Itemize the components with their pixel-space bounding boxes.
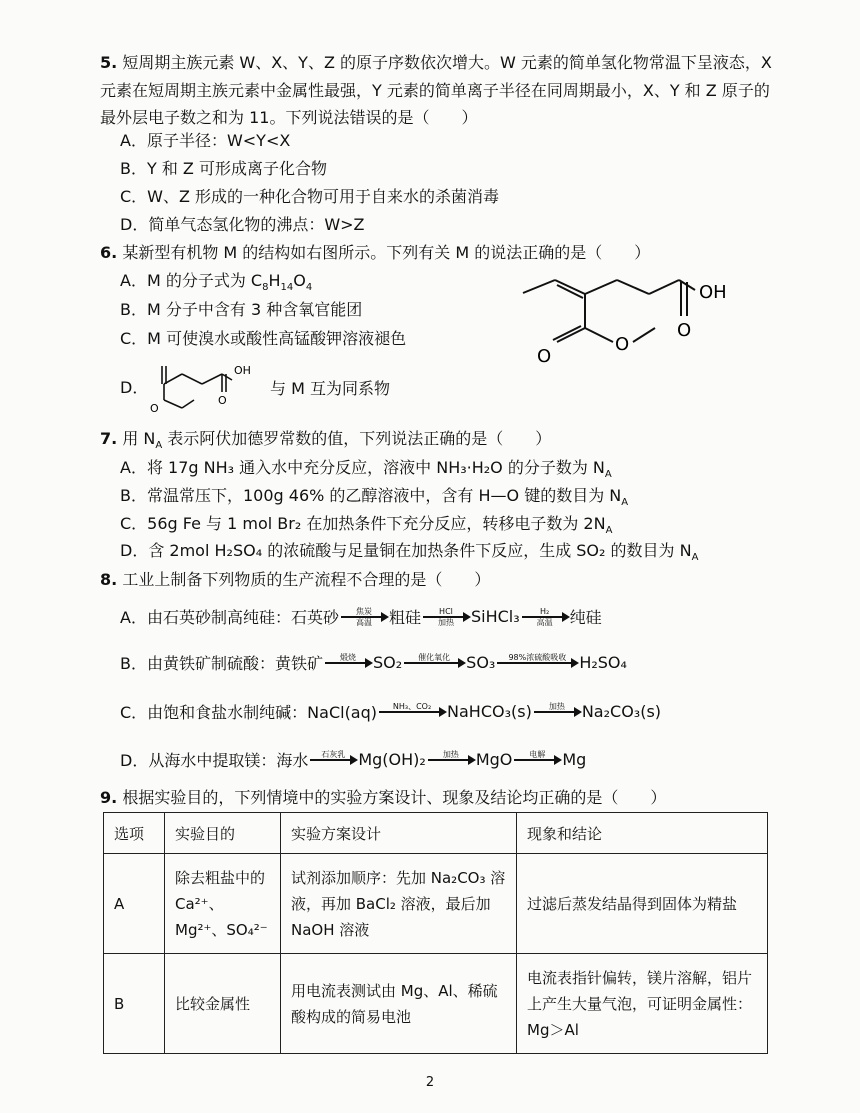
q6-stem (100, 238, 780, 268)
q6-option-a: A．M 的分子式为 $C_8H_{14}O_4$ (120, 271, 313, 294)
q5-stem (100, 48, 780, 78)
option-d-o-carboxyl: O (218, 394, 227, 407)
q6-option-d-label: D． (120, 378, 149, 397)
q5-number: 5. (100, 53, 118, 72)
q6-option-c: C．M 可使溴水或酸性高锰酸钾溶液褪色 (120, 329, 407, 348)
arrow-icon: 石灰乳 (310, 750, 356, 770)
q6-option-b: B．M 分子中含有 3 种含氧官能团 (120, 300, 363, 319)
page-number: 2 (425, 1075, 435, 1090)
q9-stem: 9. 根据实验目的，下列情境中的实验方案设计、现象及结论均正确的是（ ） (100, 788, 667, 807)
experiment-table (103, 812, 768, 1054)
table-cell: 除去粗盐中的 Ca²⁺、Mg²⁺、SO₄²⁻ (165, 854, 281, 954)
q5-option-a: A．原子半径：W<Y<X (120, 131, 291, 150)
q8-option-d: D．从海水中提取镁：海水 石灰乳 Mg(OH)₂ 加热 MgO 电解 Mg (120, 749, 587, 770)
table-cell: A (104, 854, 165, 954)
q7-option-d: D．含 2mol H₂SO₄ 的浓硫酸与足量铜在加热条件下反应，生成 SO₂ 的数目为 $N_A$ (120, 541, 699, 564)
q6-number: 6. (100, 243, 118, 262)
arrow-icon: H₂ 高温 (522, 607, 568, 627)
arrow-icon: HCl 加热 (423, 607, 469, 627)
q5-option-b: B．Y 和 Z 可形成离子化合物 (120, 159, 327, 178)
table-cell: 用电流表测试由 Mg、Al、稀硫酸构成的简易电池 (281, 954, 517, 1054)
q5-option-d: D．简单气态氢化物的沸点：W>Z (120, 215, 365, 234)
structure-m-o-ester-carbonyl: O (537, 346, 552, 367)
arrow-icon: 电解 (514, 750, 560, 770)
q7-option-a: A．将 17g NH₃ 通入水中充分反应，溶液中 NH₃·H₂O 的分子数为 $N_A$ (120, 458, 612, 481)
q5-option-c: C．W、Z 形成的一种化合物可用于自来水的杀菌消毒 (120, 187, 500, 206)
table-header: 选项 (104, 813, 165, 854)
arrow-icon: NH₃、CO₂ (379, 702, 445, 722)
arrow-icon: 催化氧化 (404, 653, 464, 673)
q7-number: 7. (100, 429, 118, 448)
table-cell: 过滤后蒸发结晶得到固体为精盐 (517, 854, 768, 954)
arrow-icon: 加热 (428, 750, 474, 770)
q6-stem-text: 某新型有机物 M 的结构如右图所示。下列有关 M 的说法正确的是（ ） (122, 243, 651, 262)
table-cell: 比较金属性 (165, 954, 281, 1054)
option-d-structure (148, 356, 266, 418)
option-d-o-ketone: O (150, 402, 159, 415)
q7-stem: 7. 用 $N_A$ 表示阿伏加德罗常数的值，下列说法正确的是（ ） (100, 429, 552, 452)
table-cell: B (104, 954, 165, 1054)
q8-option-b: B．由黄铁矿制硫酸：黄铁矿 煅烧 SO₂ 催化氧化 SO₃ 98%浓硫酸吸收 H₂SO₄ (120, 652, 627, 673)
arrow-icon: 煅烧 (325, 653, 371, 673)
q5-stem-line1: 短周期主族元素 W、X、Y、Z 的原子序数依次增大。W 元素的简单氢化物常温下呈液态，X (122, 53, 772, 72)
arrow-icon: 加热 (534, 702, 580, 722)
structure-m-oh-label: OH (699, 282, 727, 303)
table-row (104, 954, 768, 1054)
structure-m-o-carbonyl: O (677, 320, 692, 341)
table-row (104, 854, 768, 954)
q6-option-d-text: 与 M 互为同系物 (270, 379, 390, 398)
q8-number: 8. (100, 570, 118, 589)
q5-stem-line2: 元素在短周期主族元素中金属性最强，Y 元素的简单离子半径在同周期最小，X、Y 和 Z 原子的 (100, 81, 770, 100)
table-header: 现象和结论 (517, 813, 768, 854)
table-header: 实验方案设计 (281, 813, 517, 854)
table-header: 实验目的 (165, 813, 281, 854)
table-header-row (104, 813, 768, 854)
q7-option-c: C．56g Fe 与 1 mol Br₂ 在加热条件下充分反应，转移电子数为 $2N_A$ (120, 514, 613, 537)
table-cell: 电流表指针偏转，镁片溶解，铝片上产生大量气泡，可证明金属性：Mg＞Al (517, 954, 768, 1054)
option-d-oh-label: OH (234, 364, 251, 377)
structure-m-diagram (515, 268, 775, 378)
arrow-icon: 焦炭 高温 (341, 607, 387, 627)
q8-option-a: A．由石英砂制高纯硅：石英砂 焦炭 高温 粗硅 HCl 加热 SiHCl₃ H₂ 高温 纯硅 (120, 606, 602, 627)
q8-stem: 8. 工业上制备下列物质的生产流程不合理的是（ ） (100, 570, 491, 589)
q5-stem-line3: 最外层电子数之和为 11。下列说法错误的是（ ） (100, 108, 478, 127)
table-cell: 试剂添加顺序：先加 Na₂CO₃ 溶液，再加 BaCl₂ 溶液，最后加 NaOH 溶液 (281, 854, 517, 954)
arrow-icon: 98%浓硫酸吸收 (497, 653, 577, 673)
q9-number: 9. (100, 788, 118, 807)
q8-option-c: C．由饱和食盐水制纯碱：NaCl(aq) NH₃、CO₂ NaHCO₃(s) 加热 Na₂CO₃(s) (120, 701, 662, 722)
q7-option-b: B．常温常压下，100g 46% 的乙醇溶液中，含有 H—O 键的数目为 $N_A$ (120, 486, 629, 509)
structure-m-o-ester: O (615, 334, 630, 355)
